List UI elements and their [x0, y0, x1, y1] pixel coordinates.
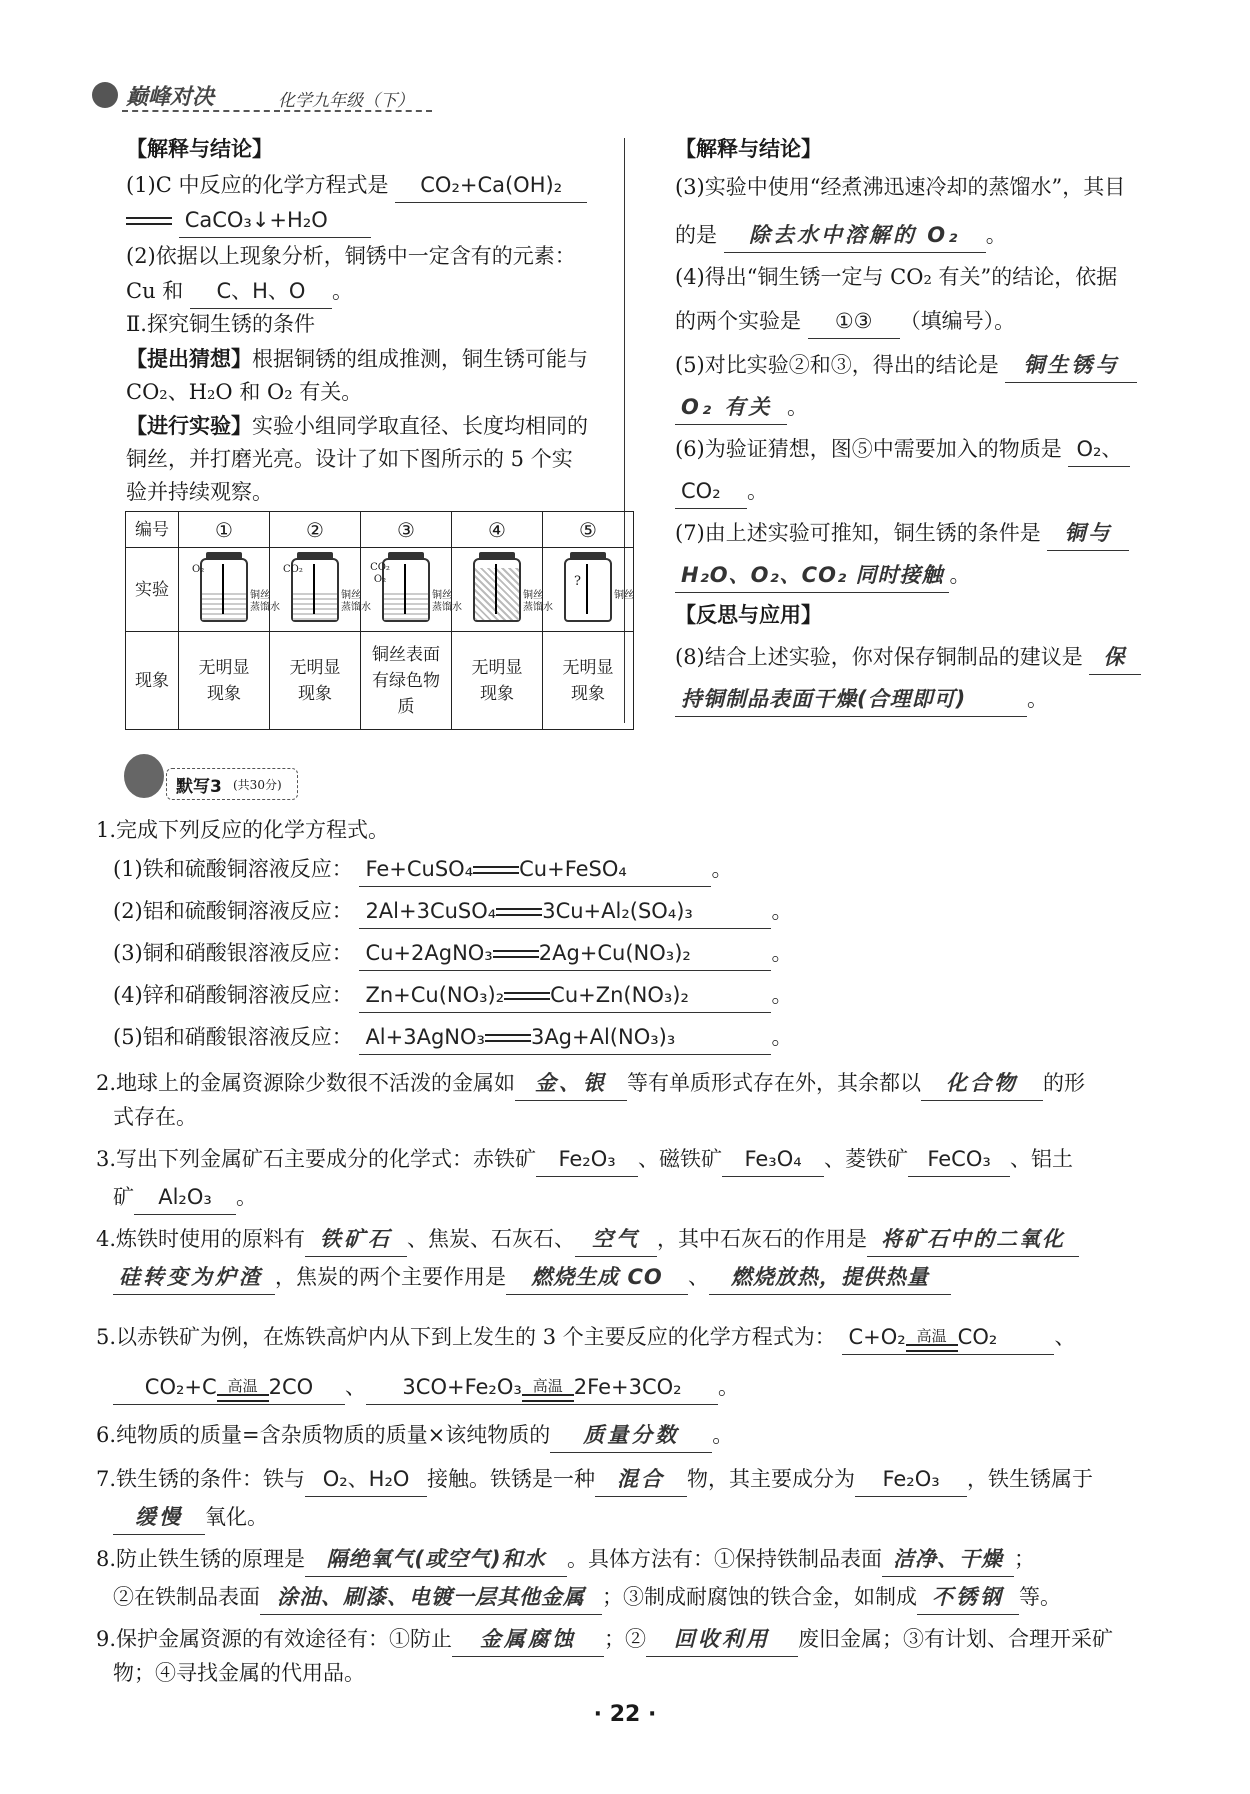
obs-cell: 无明显现象 [452, 632, 543, 730]
bottle-icon [473, 558, 553, 622]
q4-answer: ①③ [808, 304, 900, 339]
header-subtitle: 化学九年级（下） [278, 91, 414, 111]
reactants: Zn+Cu(NO₃)₂ [365, 983, 505, 1007]
table-cell-num: ⑤ [543, 512, 634, 548]
q7-text-d: ，铁生锈属于 [967, 1467, 1094, 1491]
dict-q6: 6.纯物质的质量=含杂质物质的质量×该纯物质的 质量分数 。 [96, 1418, 733, 1453]
reactants: 2Al+3CuSO₄ [365, 899, 497, 923]
right-q7-line2: H₂O、O₂、CO₂ 同时接触 。 [675, 558, 970, 593]
right-q6 [675, 432, 1130, 467]
reactants: Cu+2AgNO₃ [365, 941, 493, 965]
equals-sign-icon [126, 214, 172, 228]
bottle-cell [361, 548, 462, 632]
q9-answer-2: 回收利用 [646, 1622, 798, 1657]
table-header-num: 编号 [126, 512, 179, 548]
q2-text: 2.地球上的金属资源除少数很不活泼的金属如 [96, 1071, 516, 1095]
reactants: Fe+CuSO₄ [365, 857, 474, 881]
q1-answer-b: CaCO₃↓+H₂O [179, 203, 371, 238]
q8-answer-2: 洁净、干燥 [882, 1542, 1014, 1577]
equals-sign-icon [485, 1031, 531, 1045]
table-cell-num: ④ [452, 512, 543, 548]
equals-sign-icon [504, 989, 550, 1003]
products: 3Ag+Al(NO₃)₃ [530, 1025, 676, 1049]
reaction-label: (1)铁和硫酸铜溶液反应： [113, 857, 353, 881]
bottle-icon [370, 558, 462, 622]
q9-answer-1: 金属腐蚀 [452, 1622, 604, 1657]
q3-text-e: 矿 [113, 1185, 134, 1209]
q3-text-b: 、磁铁矿 [638, 1147, 723, 1171]
reaction-label: (2)铝和硫酸铜溶液反应： [113, 899, 353, 923]
q5-eq-2 [113, 1370, 345, 1405]
q2-answer-1: 金、银 [515, 1066, 627, 1101]
q3-text-c: 、菱铁矿 [824, 1147, 909, 1171]
table-row [126, 548, 634, 632]
products: 2Ag+Cu(NO₃)₂ [538, 941, 691, 965]
guess-label: 【提出猜想】 [126, 346, 252, 371]
left-q2-line2: Cu 和 C、H、O 。 [126, 274, 353, 309]
water-label: 蒸馏水 [523, 601, 553, 613]
q5-text: 5.以赤铁矿为例，在炼铁高炉内从下到上发生的 3 个主要反应的化学方程式为： [96, 1325, 836, 1349]
q6-answer: 质量分数 [550, 1418, 712, 1453]
reaction-label: (3)铜和硝酸银溶液反应： [113, 941, 353, 965]
equals-sign-icon [493, 947, 539, 961]
bottle-icon [283, 558, 371, 622]
equals-sign-icon [906, 1328, 958, 1354]
dict-q4-line2: 硅转变为炉渣 ，焦炭的两个主要作用是 燃烧生成 CO 、 燃烧放热，提供热量 [113, 1260, 951, 1295]
q3-answer-3: FeCO₃ [908, 1142, 1010, 1177]
table-cell-num: ③ [361, 512, 452, 548]
right-q8-line2: 持铜制品表面干燥(合理即可) 。 [675, 682, 1048, 717]
reaction-answer [359, 936, 771, 971]
dict-q8-line2 [113, 1580, 1061, 1615]
bottle-cell [452, 548, 553, 632]
q7-answer-2: H₂O、O₂、CO₂ 同时接触 [675, 558, 949, 593]
q4-text-b: 、焦炭、石灰石、 [407, 1227, 576, 1251]
question-mark-icon: ? [574, 573, 581, 589]
products: 2Fe+3CO₂ [573, 1375, 682, 1399]
obs-cell: 无明显现象 [179, 632, 270, 730]
q8-text-d: ；③制成耐腐蚀的铁合金，如制成 [602, 1585, 917, 1609]
q7-text: (7)由上述实验可推知，铜生锈的条件是 [675, 521, 1041, 545]
q7-answer-1: O₂、H₂O [305, 1462, 427, 1497]
products: 3Cu+Al₂(SO₄)₃ [542, 899, 693, 923]
left-q1-line2 [126, 203, 371, 238]
reaction-answer [359, 1020, 771, 1055]
q3-pre: 的是 [675, 223, 717, 247]
table-cell-num: ① [179, 512, 270, 548]
q3-answer-4: Al₂O₃ [134, 1180, 236, 1215]
bottle-cell [543, 548, 634, 632]
q8-text-c: ②在铁制品表面 [113, 1585, 260, 1609]
reactants: C+O₂ [848, 1325, 906, 1349]
reaction-1: (1)铁和硫酸铜溶液反应： Fe+CuSO₄ Cu+FeSO₄ 。 [113, 852, 732, 887]
q4-text: 4.炼铁时使用的原料有 [96, 1227, 306, 1251]
reactants: 3CO+Fe₂O₃ [402, 1375, 522, 1399]
reaction-label: (5)铝和硝酸银溶液反应： [113, 1025, 353, 1049]
equals-sign-icon [522, 1378, 574, 1404]
brand-title: 巅峰对决 [126, 85, 215, 110]
q7-text: 7.铁生锈的条件：铁与 [96, 1467, 306, 1491]
q3-answer-2: Fe₃O₄ [722, 1142, 824, 1177]
q4-post: （填编号）。 [899, 309, 1016, 333]
q8-text-b: 。具体方法有：①保持铁制品表面 [567, 1547, 883, 1571]
section-2-title: Ⅱ.探究铜生锈的条件 [126, 312, 315, 336]
header [92, 78, 432, 112]
q4-text-c: ，其中石灰石的作用是 [657, 1227, 868, 1251]
q1-answer-a: CO₂+Ca(OH)₂ [395, 168, 587, 203]
reaction-2: (2)铝和硫酸铜溶液反应： 2Al+3CuSO₄ 3Cu+Al₂(SO₄)₃ 。 [113, 894, 792, 929]
right-q3: (3)实验中使用“经煮沸迅速冷却的蒸馏水”，其目 [675, 175, 1126, 199]
reaction-answer [359, 894, 771, 929]
guess-paragraph-2: CO₂、H₂O 和 O₂ 有关。 [126, 380, 363, 404]
table-header-exp: 实验 [126, 548, 179, 632]
q9-text-b: ；② [604, 1627, 647, 1651]
q7-text-e: 氧化。 [205, 1505, 268, 1529]
dict-q3-line2: 矿 Al₂O₃ 。 [113, 1180, 257, 1215]
left-q2: (2)依据以上现象分析，铜锈中一定含有的元素： [126, 244, 576, 268]
q3-answer: 除去水中溶解的 O₂ [724, 218, 986, 253]
q6-text: (6)为验证猜想，图⑤中需要加入的物质是 [675, 437, 1062, 461]
table-row [126, 512, 634, 548]
exp-paragraph [126, 409, 588, 443]
exp-paragraph-3: 验并持续观察。 [126, 480, 273, 504]
q2-answer: C、H、O [190, 274, 332, 309]
wire-label: 铜丝 [341, 589, 361, 601]
dictation-title: 默写3 [176, 777, 222, 797]
q8-answer-1: 隔绝氧气(或空气)和水 [305, 1542, 567, 1577]
dict-q2 [96, 1066, 1085, 1101]
condition-label: 高温 [227, 1377, 258, 1395]
wire-label: 铜丝 [250, 589, 270, 601]
q4-answer-3: 将矿石中的二氧化 [867, 1222, 1079, 1257]
q9-text-c: 废旧金属；③有计划、合理开采矿 [798, 1627, 1114, 1651]
water-label: 蒸馏水 [432, 601, 462, 613]
q4-pre: 的两个实验是 [675, 309, 801, 333]
q8-text: 8.防止铁生锈的原理是 [96, 1547, 306, 1571]
q8-answer-3: 涂油、刷漆、电镀一层其他金属 [260, 1580, 602, 1615]
reaction-answer [359, 852, 711, 887]
gas-label: CO₂ [283, 563, 303, 575]
right-q8 [675, 640, 1141, 675]
q8-answer-4: 不锈钢 [917, 1580, 1019, 1615]
header-underline [122, 110, 432, 112]
right-q5-line2: O₂ 有关 。 [675, 390, 808, 425]
q7-answer-3: Fe₂O₃ [855, 1462, 967, 1497]
dict-q4 [96, 1222, 1079, 1257]
q2-answer-2: 化合物 [921, 1066, 1043, 1101]
q3-text-d: 、铝土 [1010, 1147, 1074, 1171]
q3-answer-1: Fe₂O₃ [536, 1142, 638, 1177]
wire-label: 铜丝 [614, 589, 634, 601]
reflection-heading: 【反思与应用】 [675, 602, 822, 627]
q8-text: (8)结合上述实验，你对保存铜制品的建议是 [675, 645, 1083, 669]
q5-eq-1 [842, 1320, 1054, 1355]
reactants: Al+3AgNO₃ [365, 1025, 485, 1049]
q7-answer-4: 缓慢 [113, 1500, 205, 1535]
dictation-score: (共30分) [233, 778, 282, 792]
products: CO₂ [957, 1325, 998, 1349]
equals-sign-icon [217, 1378, 269, 1404]
guess-text: 根据铜锈的组成推测，铜生锈可能与 [252, 347, 588, 371]
q4-answer-5: 燃烧生成 CO [506, 1260, 688, 1295]
dict-q2-line2: 式存在。 [113, 1105, 197, 1129]
q8-text-e: 等。 [1019, 1585, 1061, 1609]
q8-answer-2: 持铜制品表面干燥(合理即可) [675, 682, 1027, 717]
obs-cell: 无明显现象 [270, 632, 361, 730]
q8-answer-1: 保 [1089, 640, 1141, 675]
q6-answer-2: CO₂ [675, 474, 747, 509]
q4-answer-4: 硅转变为炉渣 [113, 1260, 275, 1295]
q2-pre: Cu 和 [126, 279, 184, 303]
right-q4: (4)得出“铜生锈一定与 CO₂ 有关”的结论，依据 [675, 265, 1118, 289]
products: Cu+Zn(NO₃)₂ [550, 983, 689, 1007]
table-row [126, 632, 634, 730]
table-cell-num: ② [270, 512, 361, 548]
exp-paragraph-2: 铜丝，并打磨光亮。设计了如下图所示的 5 个实 [126, 447, 573, 471]
dict-q8: 8.防止铁生锈的原理是 隔绝氧气(或空气)和水 。具体方法有：①保持铁制品表面 洁净、干燥 ； [96, 1542, 1035, 1577]
gas-label: O₂ [192, 563, 205, 575]
bottle-icon [192, 558, 280, 622]
wire-label: 铜丝 [523, 589, 543, 601]
right-q4-line2 [675, 304, 1015, 339]
wire-label: 铜丝 [432, 589, 452, 601]
mascot-icon [124, 754, 164, 798]
q7-answer-1: 铜与 [1047, 516, 1129, 551]
left-section-heading: 【解释与结论】 [126, 136, 273, 161]
experiment-table [125, 511, 634, 730]
reaction-4: (4)锌和硝酸铜溶液反应： Zn+Cu(NO₃)₂ Cu+Zn(NO₃)₂ 。 [113, 978, 792, 1013]
dict-q3 [96, 1142, 1073, 1177]
q2-text-b: 等有单质形式存在外，其余都以 [627, 1071, 922, 1095]
q9-text: 9.保护金属资源的有效途径有：①防止 [96, 1627, 453, 1651]
q3-text: 3.写出下列金属矿石主要成分的化学式：赤铁矿 [96, 1147, 537, 1171]
right-q6-line2: CO₂ 。 [675, 474, 768, 509]
dict-q9-line2: 物；④寻找金属的代用品。 [113, 1661, 365, 1685]
q6-answer-1: O₂、 [1068, 432, 1130, 467]
dict-q1: 1.完成下列反应的化学方程式。 [96, 818, 390, 842]
obs-cell: 铜丝表面有绿色物质 [361, 632, 452, 730]
q5-answer-2: O₂ 有关 [675, 390, 787, 425]
dict-q9 [96, 1622, 1113, 1657]
q7-answer-2: 混合 [595, 1462, 687, 1497]
reaction-answer [359, 978, 771, 1013]
guess-paragraph [126, 342, 588, 376]
right-q3-line2: 的是 除去水中溶解的 O₂ 。 [675, 218, 1007, 253]
bottle-icon [564, 558, 634, 622]
q6-text: 6.纯物质的质量=含杂质物质的质量×该纯物质的 [96, 1423, 551, 1447]
equals-sign-icon [496, 905, 542, 919]
condition-label: 高温 [532, 1377, 563, 1395]
water-label: 蒸馏水 [250, 601, 280, 613]
right-q5 [675, 348, 1137, 383]
bottle-cell [270, 548, 371, 632]
left-q1 [126, 168, 587, 203]
obs-cell: 无明显现象 [543, 632, 634, 730]
q5-eq-3 [366, 1370, 718, 1405]
page-number: · 22 · [593, 1702, 657, 1727]
q7-text-b: 接触。铁锈是一种 [427, 1467, 596, 1491]
dict-q5: 5.以赤铁矿为例，在炼铁高炉内从下到上发生的 3 个主要反应的化学方程式为： C+O₂ 高温 CO₂ 、 [96, 1320, 1075, 1355]
right-section-heading: 【解释与结论】 [675, 136, 822, 161]
exp-label: 【进行实验】 [126, 413, 252, 438]
dict-q5-line2: CO₂+C 高温 2CO 、 3CO+Fe₂O₃ 高温 2Fe+3CO₂ 。 [113, 1370, 739, 1405]
exp-text: 实验小组同学取直径、长度均相同的 [252, 414, 588, 438]
q4-answer-2: 空气 [575, 1222, 657, 1257]
dictation-badge [100, 752, 300, 808]
q5-text: (5)对比实验②和③，得出的结论是 [675, 353, 999, 377]
q4-text-d: ，焦炭的两个主要作用是 [275, 1265, 506, 1289]
equals-sign-icon [473, 863, 519, 877]
table-header-obs: 现象 [126, 632, 179, 730]
q2-text-c: 的形 [1043, 1071, 1086, 1095]
water-label: 蒸馏水 [341, 601, 371, 613]
reaction-5: (5)铝和硝酸银溶液反应： Al+3AgNO₃ 3Ag+Al(NO₃)₃ 。 [113, 1020, 792, 1055]
products: Cu+FeSO₄ [519, 857, 627, 881]
gas-label: CO₂ O₂ [370, 561, 390, 585]
bottle-cell [179, 548, 280, 632]
q7-text-c: 物，其主要成分为 [687, 1467, 856, 1491]
logo-icon [92, 82, 118, 108]
dict-q7 [96, 1462, 1093, 1497]
reaction-label: (4)锌和硝酸铜溶液反应： [113, 983, 353, 1007]
dict-q7-line2 [113, 1500, 268, 1535]
products: 2CO [268, 1375, 314, 1399]
q1-text: (1)C 中反应的化学方程式是 [126, 173, 389, 197]
condition-label: 高温 [916, 1327, 947, 1345]
q4-answer-6: 燃烧放热，提供热量 [709, 1260, 951, 1295]
reactants: CO₂+C [144, 1375, 217, 1399]
reaction-3: (3)铜和硝酸银溶液反应： Cu+2AgNO₃ 2Ag+Cu(NO₃)₂ 。 [113, 936, 792, 971]
right-q7 [675, 516, 1129, 551]
q5-answer-1: 铜生锈与 [1005, 348, 1137, 383]
q4-answer-1: 铁矿石 [305, 1222, 407, 1257]
